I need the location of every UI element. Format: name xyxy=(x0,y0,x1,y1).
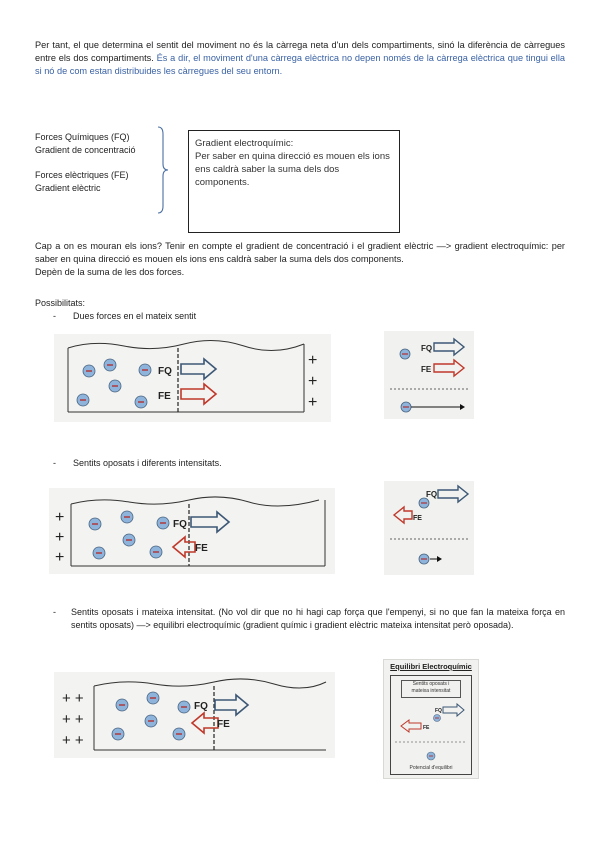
fq-text: FQ xyxy=(421,344,433,353)
diagram-same-direction xyxy=(54,334,331,422)
gradient-box xyxy=(188,130,400,233)
fe-text: FE xyxy=(423,725,430,731)
intro-text-highlight: És a dir, el moviment d'una càrrega elèctrica no depen només de la càrrega elèctrica que tingui ella si nó de com estan distribuides les càrregues del seu entorn. xyxy=(35,53,565,76)
question-line1: Cap a on es mouran els ions? Tenir en compte el gradient de concentració i el gradient elèctric —> gradient electroquímic: per saber en quina direcció es mouen els ions ens caldrà saber la suma dels dos components. xyxy=(35,241,565,264)
fe-sublabel: Gradient elèctric xyxy=(35,182,101,193)
bullet-2 xyxy=(53,457,553,470)
fq-text: FQ xyxy=(158,366,172,377)
plus-pair: + + xyxy=(62,732,84,749)
plus-sign: + xyxy=(308,352,318,369)
bullet-3 xyxy=(53,606,565,631)
plus-sign: + xyxy=(55,529,65,546)
plus-sign: + xyxy=(308,373,318,390)
plus-sign: + xyxy=(55,549,65,566)
bullet-dash: - xyxy=(53,607,56,617)
intro-text: Per tant, el que determina el sentit del moviment no és la càrrega neta d'un dels compartiments, sinó la diferència de càrregues entre els dos compartiments. xyxy=(35,40,565,63)
equilibri-footer: Potencial d'equilibri xyxy=(409,765,453,771)
gradient-box-title: Gradient electroquímic: xyxy=(195,138,294,149)
fq-text: FQ xyxy=(426,490,438,499)
fe-text: FE xyxy=(195,543,208,554)
question-paragraph xyxy=(35,240,565,279)
fe-text: FE xyxy=(413,515,422,522)
fq-text: FQ xyxy=(173,519,187,530)
diagram-opposite-different xyxy=(49,488,335,574)
equilibri-box-line2: mateixa intensitat xyxy=(411,688,451,694)
bullet-1-text: Dues forces en el mateix sentit xyxy=(73,311,197,321)
bullet-dash: - xyxy=(53,311,56,321)
plus-pair: + + xyxy=(62,690,84,707)
plus-sign: + xyxy=(55,509,65,526)
fe-text: FE xyxy=(217,719,230,730)
fq-label: Forces Químiques (FQ) xyxy=(35,132,130,142)
bullet-1 xyxy=(53,310,553,323)
fe-text: FE xyxy=(421,365,432,374)
fe-text: FE xyxy=(158,391,171,402)
possibilitats-heading: Possibilitats: xyxy=(35,298,86,308)
question-line2: Depèn de la suma de les dos forces. xyxy=(35,267,185,277)
gradient-box-body: Per saber en quina direcció es mouen els ions ens caldrà saber la suma dels dos components. xyxy=(195,151,390,188)
side-diagram-same-direction xyxy=(384,331,474,419)
brace-icon xyxy=(156,126,170,214)
plus-sign: + xyxy=(308,394,318,411)
plus-pair: + + xyxy=(62,711,84,728)
bullet-2-text: Sentits oposats i diferents intensitats. xyxy=(73,458,222,468)
equilibri-box-line1: Sentits oposats i xyxy=(412,681,450,687)
equilibri-box xyxy=(390,675,472,775)
diagram-equilibrium xyxy=(54,672,335,758)
bullet-3-text: Sentits oposats i mateixa intensitat. (No vol dir que no hi hagi cap força que l'empenyi, si no que fan la mateixa força en sentits oposats) —> equilibri electroquímic (gradient químic i gradient elèctric mateixa intensitat però oposada). xyxy=(71,607,565,630)
side-diagram-opposite-different xyxy=(384,481,474,575)
fq-text: FQ xyxy=(435,708,442,714)
intro-paragraph xyxy=(35,39,565,78)
bullet-dash: - xyxy=(53,458,56,468)
equilibri-arrows xyxy=(391,702,471,774)
fq-sublabel: Gradient de concentració xyxy=(35,144,136,155)
fq-text: FQ xyxy=(194,701,208,712)
fe-label: Forces elèctriques (FE) xyxy=(35,170,129,180)
equilibri-card xyxy=(383,659,479,779)
equilibri-inner-box xyxy=(401,680,461,698)
equilibri-title: Equilibri Electroquímic xyxy=(390,662,472,671)
